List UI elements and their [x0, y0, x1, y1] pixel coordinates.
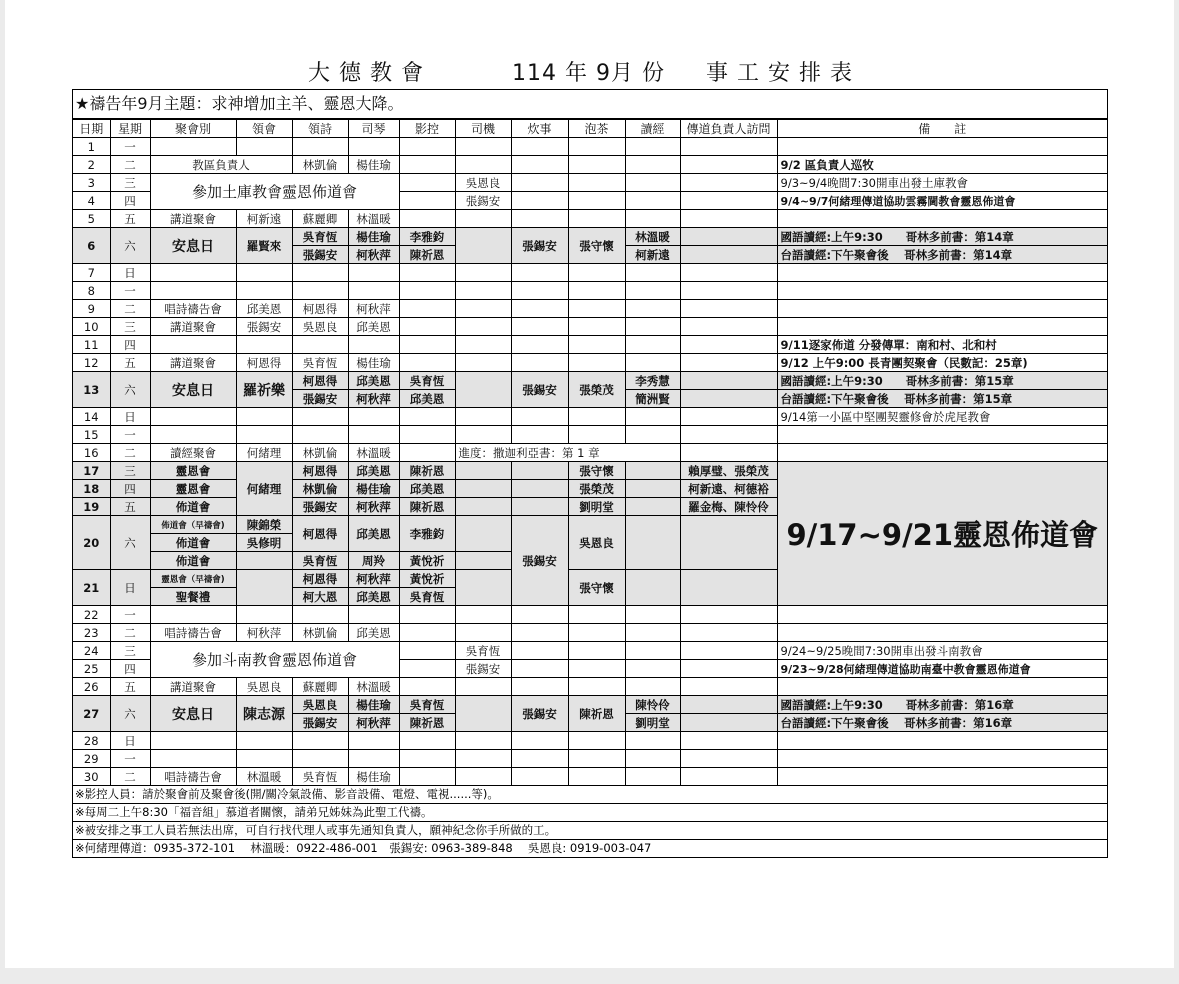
cell: 林溫暖 [348, 210, 399, 228]
cell: 邱美恩 [399, 480, 455, 498]
cell: 張錫安 [236, 318, 292, 336]
table-row [73, 768, 1107, 786]
weekday-cell: 一 [110, 138, 150, 156]
cell: 張榮茂 [568, 372, 625, 408]
cell: 林凱倫 [292, 444, 348, 462]
weekday-cell: 四 [110, 192, 150, 210]
table-row [73, 696, 1107, 714]
cell: 張守懷 [568, 228, 625, 264]
cell: 柯大恩 [292, 588, 348, 606]
cell: 林溫暖 [348, 678, 399, 696]
col-header-date: 日期 [73, 120, 110, 138]
cell: 柯恩得 [292, 300, 348, 318]
col-header-visit: 傳道負責人訪問 [680, 120, 777, 138]
weekday-cell: 二 [110, 300, 150, 318]
cell: 林溫暖 [236, 768, 292, 786]
table-row [73, 426, 1107, 444]
col-header-tea: 泡茶 [568, 120, 625, 138]
weekday-cell: 三 [110, 318, 150, 336]
cell: 陳祈恩 [399, 246, 455, 264]
title-schedule: 事工安排表 [706, 61, 862, 86]
meeting-cell: 講道聚會 [150, 318, 236, 336]
cell: 簡洲賢 [625, 390, 680, 408]
cell: 柯新遠 [625, 246, 680, 264]
cell: 柯恩得 [292, 570, 348, 588]
cell: 柯新遠 [236, 210, 292, 228]
meeting-cell: 唱詩禱告會 [150, 768, 236, 786]
table-row [73, 228, 1107, 246]
cell: 吳育恆 [399, 588, 455, 606]
cell: 柯秋萍 [348, 570, 399, 588]
cell: 柯秋萍 [348, 246, 399, 264]
remark-cell: 9/11逐家佈道 分發傳單：南和村、北和村 [777, 336, 1107, 354]
cell: 吳育恆 [292, 354, 348, 372]
weekday-cell: 四 [110, 336, 150, 354]
meeting-cell: 聖餐禮 [150, 588, 236, 606]
remark-cell: 國語讀經:上午9:30 哥林多前書：第14章 [777, 228, 1107, 246]
table-row [73, 282, 1107, 300]
cell: 張錫安 [292, 498, 348, 516]
date-cell: 9 [73, 300, 110, 318]
cell: 吳恩良 [568, 516, 625, 570]
weekday-cell: 二 [110, 156, 150, 174]
date-cell: 23 [73, 624, 110, 642]
title-church: 大德教會 [308, 61, 433, 86]
festival-banner: 9/17~9/21靈恩佈道會 [777, 462, 1107, 606]
cell: 吳恩良 [292, 318, 348, 336]
cell: 吳育恆 [292, 552, 348, 570]
date-cell: 25 [73, 660, 110, 678]
cell: 羅祈樂 [236, 372, 292, 408]
cell: 吳育恆 [292, 768, 348, 786]
cell: 李雅鈞 [399, 228, 455, 246]
cell: 張錫安 [511, 696, 568, 732]
cell: 邱美恩 [348, 318, 399, 336]
date-cell: 1 [73, 138, 110, 156]
col-header-pianist: 司琴 [348, 120, 399, 138]
cell: 吳恩良 [455, 174, 511, 192]
cell: 羅賢來 [236, 228, 292, 264]
weekday-cell: 五 [110, 498, 150, 516]
table-row [73, 732, 1107, 750]
remark-cell: 台語讀經:下午聚會後 哥林多前書：第16章 [777, 714, 1107, 732]
title-month: 114 年 9月 份 [512, 61, 665, 86]
col-header-weekday: 星期 [110, 120, 150, 138]
col-header-meeting: 聚會別 [150, 120, 236, 138]
meeting-cell: 唱詩禱告會 [150, 624, 236, 642]
cell: 吳修明 [236, 534, 292, 552]
cell: 陳祈恩 [568, 696, 625, 732]
table-header-row [73, 120, 1107, 138]
visit-cell: 柯新遠、柯德裕 [680, 480, 777, 498]
table-row [73, 408, 1107, 426]
date-cell: 11 [73, 336, 110, 354]
meeting-cell: 講道聚會 [150, 210, 236, 228]
weekday-cell: 一 [110, 750, 150, 768]
table-row [73, 642, 1107, 660]
cell: 邱美恩 [348, 624, 399, 642]
table-row [73, 624, 1107, 642]
cell: 柯恩得 [236, 354, 292, 372]
meeting-cell: 安息日 [150, 696, 236, 732]
cell: 邱美恩 [236, 300, 292, 318]
date-cell: 26 [73, 678, 110, 696]
cell: 陳志源 [236, 696, 292, 732]
remark-cell: 9/4~9/7何緒理傳道協助雲霧閫教會靈恩佈道會 [777, 192, 1107, 210]
cell: 張守懷 [568, 462, 625, 480]
col-header-remarks: 備 註 [777, 120, 1107, 138]
cell: 吳育恆 [399, 696, 455, 714]
cell: 張錫安 [511, 372, 568, 408]
date-cell: 21 [73, 570, 110, 606]
meeting-cell: 參加斗南教會靈恩佈道會 [150, 642, 399, 678]
cell: 陳怜伶 [625, 696, 680, 714]
cell: 陳祈恩 [399, 498, 455, 516]
date-cell: 30 [73, 768, 110, 786]
date-cell: 12 [73, 354, 110, 372]
cell: 張錫安 [511, 516, 568, 606]
footer-note: ※每周二上午8:30「福音組」慕道者關懷，請弟兄姊妹為此聖工代禱。 [73, 804, 1107, 822]
meeting-cell: 佈道會 [150, 534, 236, 552]
cell: 邱美恩 [348, 372, 399, 390]
cell: 柯恩得 [292, 372, 348, 390]
cell: 張守懷 [568, 570, 625, 606]
remark-cell: 9/12 上午9:00 長青團契聚會（民數記：25章) [777, 354, 1107, 372]
meeting-cell: 佈道會 [150, 498, 236, 516]
table-row [73, 300, 1107, 318]
table-row [73, 372, 1107, 390]
cell: 林溫暖 [348, 444, 399, 462]
weekday-cell: 日 [110, 408, 150, 426]
weekday-cell: 三 [110, 462, 150, 480]
progress-cell: 進度：撒迦利亞書：第 1 章 [455, 444, 680, 462]
date-cell: 3 [73, 174, 110, 192]
remark-cell: 9/24~9/25晚間7:30開車出發斗南教會 [777, 642, 1107, 660]
remark-cell: 9/14第一小區中堅團契靈修會於虎尾教會 [777, 408, 1107, 426]
cell: 楊佳瑜 [348, 480, 399, 498]
cell: 黃悅祈 [399, 570, 455, 588]
date-cell: 16 [73, 444, 110, 462]
date-cell: 20 [73, 516, 110, 570]
cell: 楊佳瑜 [348, 696, 399, 714]
remark-cell: 台語讀經:下午聚會後 哥林多前書：第15章 [777, 390, 1107, 408]
meeting-cell: 講道聚會 [150, 354, 236, 372]
weekday-cell: 六 [110, 228, 150, 264]
date-cell: 24 [73, 642, 110, 660]
weekday-cell: 四 [110, 660, 150, 678]
cell: 林凱倫 [292, 480, 348, 498]
table-row [73, 750, 1107, 768]
visit-cell: 賴厚璧、張榮茂 [680, 462, 777, 480]
footer-note: ※影控人員：請於聚會前及聚會後(開/關冷氣設備、影音設備、電燈、電視......等)。 [73, 786, 1107, 804]
monthly-theme: ★禱告年9月主題：求神增加主羊、靈恩大降。 [73, 90, 1107, 119]
col-header-reading: 讀經 [625, 120, 680, 138]
cell: 陳祈恩 [399, 714, 455, 732]
date-cell: 8 [73, 282, 110, 300]
date-cell: 7 [73, 264, 110, 282]
date-cell: 22 [73, 606, 110, 624]
meeting-cell: 靈恩會 [150, 480, 236, 498]
weekday-cell: 四 [110, 480, 150, 498]
cell: 柯秋萍 [348, 498, 399, 516]
cell: 張錫安 [292, 390, 348, 408]
date-cell: 27 [73, 696, 110, 732]
remark-cell: 9/23~9/28何緒理傳道協助南臺中教會靈恩佈道會 [777, 660, 1107, 678]
cell: 張錫安 [511, 228, 568, 264]
cell: 周羚 [348, 552, 399, 570]
weekday-cell: 五 [110, 210, 150, 228]
remark-cell: 國語讀經:上午9:30 哥林多前書：第16章 [777, 696, 1107, 714]
meeting-cell: 參加土庫教會靈恩佈道會 [150, 174, 399, 210]
cell: 吳育恆 [455, 642, 511, 660]
meeting-cell: 教區負責人 [150, 156, 292, 174]
cell: 李雅鈞 [399, 516, 455, 552]
page-title [0, 56, 1179, 88]
weekday-cell: 五 [110, 678, 150, 696]
weekday-cell: 一 [110, 606, 150, 624]
cell: 柯恩得 [292, 462, 348, 480]
cell: 柯秋萍 [348, 300, 399, 318]
footer-contacts: ※何緒理傳道：0935-372-101 林溫暖：0922-486-001 張錫安: 0963-389-848 吳恩良: 0919-003-047 [75, 841, 652, 855]
cell: 陳錦榮 [236, 516, 292, 534]
cell: 吳育恆 [399, 372, 455, 390]
cell: 林凱倫 [292, 624, 348, 642]
weekday-cell: 一 [110, 426, 150, 444]
meeting-cell: 唱詩禱告會 [150, 300, 236, 318]
cell: 楊佳瑜 [348, 228, 399, 246]
cell: 李秀慧 [625, 372, 680, 390]
cell: 何緒理 [236, 444, 292, 462]
schedule-sheet [72, 89, 1108, 858]
col-header-song-leader: 領詩 [292, 120, 348, 138]
meeting-cell: 佈道會 [150, 552, 236, 570]
weekday-cell: 日 [110, 732, 150, 750]
date-cell: 28 [73, 732, 110, 750]
col-header-av: 影控 [399, 120, 455, 138]
footer-notes [73, 786, 1107, 857]
meeting-cell: 安息日 [150, 372, 236, 408]
cell: 邱美恩 [348, 462, 399, 480]
table-row [73, 606, 1107, 624]
meeting-cell: 靈恩會（早禱會) [150, 570, 236, 588]
weekday-cell: 三 [110, 174, 150, 192]
remark-cell: 9/3~9/4晚間7:30開車出發土庫教會 [777, 174, 1107, 192]
weekday-cell: 三 [110, 642, 150, 660]
remark-cell: 國語讀經:上午9:30 哥林多前書：第15章 [777, 372, 1107, 390]
weekday-cell: 六 [110, 516, 150, 570]
col-header-driver: 司機 [455, 120, 511, 138]
meeting-cell: 讀經聚會 [150, 444, 236, 462]
cell: 黃悅祈 [399, 552, 455, 570]
footer-note: ※被安排之事工人員若無法出席，可自行找代理人或事先通知負責人，願神紀念你手所做的工。 [73, 822, 1107, 840]
cell: 蘇麗卿 [292, 210, 348, 228]
visit-cell: 羅金梅、陳怜伶 [680, 498, 777, 516]
weekday-cell: 日 [110, 570, 150, 606]
date-cell: 10 [73, 318, 110, 336]
cell: 邱美恩 [348, 516, 399, 552]
meeting-cell: 安息日 [150, 228, 236, 264]
col-header-cooking: 炊事 [511, 120, 568, 138]
weekday-cell: 五 [110, 354, 150, 372]
table-row [73, 174, 1107, 192]
cell: 吳育恆 [292, 228, 348, 246]
meeting-cell: 靈恩會 [150, 462, 236, 480]
date-cell: 15 [73, 426, 110, 444]
table-row [73, 156, 1107, 174]
cell: 張榮茂 [568, 480, 625, 498]
cell: 張錫安 [292, 714, 348, 732]
weekday-cell: 二 [110, 768, 150, 786]
meeting-cell: 佈道會（早禱會) [150, 516, 236, 534]
col-header-leader: 領會 [236, 120, 292, 138]
cell: 柯恩得 [292, 516, 348, 552]
cell: 楊佳瑜 [348, 354, 399, 372]
schedule-table [73, 119, 1107, 786]
cell: 張錫安 [292, 246, 348, 264]
date-cell: 14 [73, 408, 110, 426]
date-cell: 13 [73, 372, 110, 408]
date-cell: 5 [73, 210, 110, 228]
remark-cell: 台語讀經:下午聚會後 哥林多前書：第14章 [777, 246, 1107, 264]
weekday-cell: 一 [110, 282, 150, 300]
remark-cell: 9/2 區負責人巡牧 [777, 156, 1107, 174]
meeting-cell: 講道聚會 [150, 678, 236, 696]
cell: 陳祈恩 [399, 462, 455, 480]
weekday-cell: 六 [110, 372, 150, 408]
cell: 柯秋萍 [236, 624, 292, 642]
date-cell: 17 [73, 462, 110, 480]
cell: 楊佳瑜 [348, 156, 399, 174]
cell: 林溫暖 [625, 228, 680, 246]
cell: 蘇麗卿 [292, 678, 348, 696]
date-cell: 2 [73, 156, 110, 174]
date-cell: 29 [73, 750, 110, 768]
cell: 劉明堂 [625, 714, 680, 732]
weekday-cell: 二 [110, 444, 150, 462]
cell: 張錫安 [455, 660, 511, 678]
date-cell: 19 [73, 498, 110, 516]
weekday-cell: 日 [110, 264, 150, 282]
table-row [73, 462, 1107, 480]
table-row [73, 354, 1107, 372]
weekday-cell: 二 [110, 624, 150, 642]
date-cell: 6 [73, 228, 110, 264]
table-row [73, 138, 1107, 156]
cell: 張錫安 [455, 192, 511, 210]
cell: 吳恩良 [292, 696, 348, 714]
table-row [73, 210, 1107, 228]
cell: 邱美恩 [399, 390, 455, 408]
table-row [73, 264, 1107, 282]
cell: 何緒理 [236, 462, 292, 516]
cell: 楊佳瑜 [348, 768, 399, 786]
table-row [73, 336, 1107, 354]
cell: 吳恩良 [236, 678, 292, 696]
table-row [73, 444, 1107, 462]
table-row [73, 318, 1107, 336]
cell: 邱美恩 [348, 588, 399, 606]
cell: 林凱倫 [292, 156, 348, 174]
cell: 柯秋萍 [348, 390, 399, 408]
table-row [73, 678, 1107, 696]
date-cell: 4 [73, 192, 110, 210]
weekday-cell: 六 [110, 696, 150, 732]
cell: 柯秋萍 [348, 714, 399, 732]
cell: 劉明堂 [568, 498, 625, 516]
date-cell: 18 [73, 480, 110, 498]
